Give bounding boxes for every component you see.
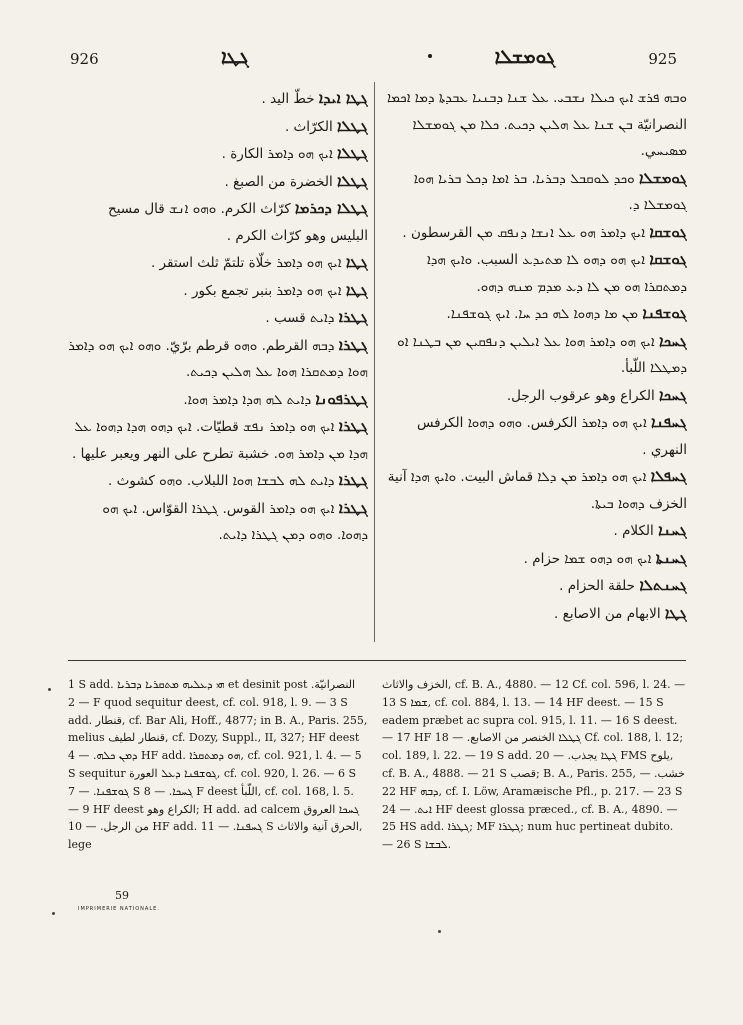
entry-gloss: ܕܐܝܬ قسب . [265,310,335,326]
entry-lemma: ܓܛܪܐ [338,471,368,489]
dictionary-entry [68,277,368,305]
dictionary-entry [382,165,687,219]
entry-gloss: الكرّاث . [284,118,333,135]
entry-gloss: ܐܝܟ ܗܘ ܕܐܡܪ ܡܢ ܕܠܐ قماش البيت. ܘܐܝܟ ܗܕܐ آنية الخزف ܕܗܘܐ ܒܝܬܐ. [387,469,687,512]
dictionary-entry [68,467,368,495]
entry-lemma: ܓܛܪܐ [338,335,368,354]
entry-gloss: ܐܝܟ ܗܘ ܕܐܡܪ خلّاة تلتمّ ثلث استقر . [150,255,342,271]
entry-gloss: ܐܝܟ ܗܘ ܕܐܡܪ الكارة . [221,146,333,162]
entry-gloss: ܐܝܟ ܗܘ ܕܗܘ ܠܐ ܡܬܝܕܥ السبب. ܘܐܝܟ ܗܕܐ ܕܡܬܩܪܐ ܗܘ ܡܢ ܠܐ ܕܥ ܡܕܡ ܡܢܗ ܕܗܘ. [426,252,687,295]
signature-mark: 59 [115,889,129,902]
footnotes-left [68,676,368,876]
entry-gloss: ܕܒܗ القرطم. ܘܗܘ قرطم برّيّ. ܘܗܘ ܐܝܟ ܗܘ ܕܐܡܪ ܗܘܐ ܕܡܬܩܪܐ ܗܘܐ ܥܠ ܗܠܝܢ ܕܟܝܬ. [68,337,368,380]
entry-lemma: ܓܛܪܐ [338,417,368,435]
right-running-head: ܓܘܡܫܠܐ [494,46,556,68]
entry-gloss: حلقة الحزام . [559,578,636,594]
margin-dot [52,912,55,915]
entry-gloss: ܡܢ ܡܐ ܕܗܘܐ ܠܗ ܟܕ ܚܐ. ܐܝܟ ܓܘܫܦܢܐ. [446,306,639,322]
entry-gloss: ܐܝܟ ܗܘ ܕܐܡܪ الكرفس. ܘܗܘ ܕܗܘܐ الكرفس النهري . [416,415,687,458]
dictionary-entry [68,140,368,168]
dictionary-entry [382,219,687,247]
column-rule [374,82,375,642]
footnote-block: 1 S add. ܗܝ ܕܥܠܝܗ ܡܬܩܪܝܐ ܕܒܪܝܐ et desinit post النصرانيّة. — 2 F quod sequitur deest, cf. col. 918, l. 9. — 3 S add. قنطار, cf. Bar Ali, Hoff., 4877; in B. A., Paris. 255, melius قنطار لطيف, cf. Dozy, Suppl., II, 327; HF deest ܕܡܢ ܟܠܗ. — 4 HF add. ܗܘ ܕܡܬܩܪܐ, cf. col. 921, l. 4. — 5 S sequitur ܓܘܫܦܢܐ ܕܥܠ العورة, cf. col. 920, l. 26. — 6 S ܓܘܫܦܢܐ. — 7 S ܓܚܟܐ. — 8 F deest اللّبأ, cf. col. 168, l. 5. — 9 HF deest الكراع وهو; H add. ad calcem ܓܚܟܐ العروق من الرجل. — 10 HF add. ܓܚܦܢܐ. — 11 S الحرق آنية والاثاث, lege [68,678,368,852]
entry-lemma: ܓܘܫܦܢܐ [642,304,687,322]
entry-gloss: ܘܟܕ ܠܘܩܒܠ ܕܒܪܝܐ. ܒܪ ܐܡܐ ܕܟܠ ܒܪܝܐ ܗܘܐ ܓܘܡܫܠܐ ܕ. [413,170,687,213]
entry-gloss: ܐܝܟ ܗܘ ܕܐܡܪ بنبر تجمع بكور . [183,282,342,299]
entry-gloss: ܘܒܗ ܦܪܫ ܐܝܟ ܟܝܠܐ ܢܫܒܝ. ܥܠ ܫܢܐ ܕܒܢܝܐ ܥܒܕܬܐ ܕܡܐ ܐܟܡܐ النصرانيّة ܒܢ ܫܢܐ ܥܠ ܗܠܝܢ ܕܟܝܬ. ܟܠܐ ܡܢ ܓܘܡܫܠܐ ܡܣܝܚي. [386,90,687,159]
dictionary-entry [382,328,687,382]
entry-lemma: ܓܚܢܐ [658,521,687,539]
entry-lemma: ܓܚܟܐ [659,385,687,404]
dictionary-entry [68,332,368,386]
margin-dot [438,930,441,933]
entry-lemma: ܓܛܠܐ [337,144,368,162]
entry-lemma: ܓܚܢܬܠܐ [639,576,687,594]
dictionary-entry [68,249,368,277]
left-column [68,85,368,645]
entry-gloss: ܕܐܝܬ ܠܗ ܗܕܐ ܕܐܡܪ ܗܘܐ. [183,391,312,408]
dictionary-entry [382,300,687,328]
dictionary-entry [382,246,687,300]
margin-dot [48,688,51,691]
entry-lemma: ܓܛܪܐ [338,308,368,326]
dictionary-entry [68,168,368,196]
left-page-number: 926 [70,50,99,68]
entry-gloss: ܐܝܟ ܗܘ ܕܐܡܪ ܢܦܫ قطيّات. ܐܝܟ ܕܗܘ ܗܕܐ ܕܗܘܐ ܥܠ ܗܕܐ ܡܢ ܕܐܡܪ ܗܘ. خشبة تطرح على النهر ويعبر عليها . [71,419,368,462]
dictionary-entry [68,85,368,113]
entry-lemma: ܓܛܪܦܘܢܐ [315,389,368,408]
dictionary-entry [382,382,687,410]
dictionary-entry [68,386,368,414]
dictionary-entry [382,572,687,600]
dictionary-entry [68,113,368,141]
footnotes-right [382,676,687,876]
entry-lemma: ܓܛܐ [345,280,368,299]
dictionary-entry [382,85,687,165]
imprint: IMPRIMERIE NATIONALE. [78,906,160,912]
footnote-rule [68,660,686,661]
entry-lemma: ܓܚܦܢܐ [651,413,687,431]
entry-lemma: ܓܛܐ [345,253,368,271]
dictionary-entry [382,409,687,463]
entry-gloss: ܐܝܟ ܗܘ ܕܐܡܪ القوس. ܓܛܪܐ القوّاس. ܐܝܟ ܗܘ ܕܗܘܐ. ܘܗܘ ܕܡܢ ܓܛܪܐ ܕܐܝܬ. [102,500,368,543]
left-running-head: ܓܛܐ [221,46,249,68]
dictionary-entry [382,463,687,517]
dictionary-entry [68,304,368,332]
footnote-block: الخزف والاثاث, cf. B. A., 4880. — 12 Cf. col. 596, l. 24. — 13 S ܫܡܐ, cf. col. 884, l. 13. — 14 HF deest. — 15 S eadem præbet ac supra col. 915, l. 11. — 16 S deest. — 17 HF ܓܛܠܐ الخنصر من الاصابع. — 18 Cf. col. 188, l. 12; col. 189, l. 22. — 19 S add. ܓܛܐ يجذب. — 20 FMS يلوح, cf. B. A., 4888. — 21 S قصب; B. A., Paris. 255, خشب. — 22 HF ܕܒܗ, cf. I. Löw, Aramæische Pfl., p. 217. — 23 S ܐܝܬ. — 24 HF deest glossa præced., cf. B. A., 4890. — 25 HS add. ܓܛܪܐ; MF ܓܛܪܐ; num huc pertineat dubito. — 26 S ܠܒܫܐ. [382,678,686,852]
entry-lemma: ܓܚܟܐ [659,331,687,350]
entry-lemma: ܓܚܦܠܐ [650,467,687,485]
entry-lemma: ܓܛܠܐ [337,171,368,190]
header-dot [428,54,432,58]
entry-gloss: ܐܝܟ ܗܘ ܕܗܘ ܫܡܐ حزام . [523,550,652,567]
right-column [382,85,687,645]
entry-lemma: ܓܚܢܬܐ [655,548,687,567]
entry-lemma: ܓܛܐ [664,603,687,622]
dictionary-entry [382,600,687,628]
entry-lemma: ܓܛܐ ܐܝܕܐ [318,89,368,107]
entry-lemma: ܓܘܫܩܐ [649,250,687,268]
dictionary-entry [68,495,368,549]
entry-gloss: خطّ اليد . [261,91,315,107]
entry-lemma: ܓܘܫܩܐ [649,222,687,241]
dictionary-entry [68,413,368,467]
entry-lemma: ܓܘܡܫܠܐ [639,168,687,187]
entry-gloss: ܕܐܝܬ ܠܗ ܠܒܫܐ ܗܘܐ اللبلاب. ܘܗܘ كشوث . [108,473,335,489]
entry-gloss: الكلام . [613,523,654,539]
entry-gloss: الابهام من الاصابع . [554,605,661,622]
entry-gloss: ܐܝܟ ܕܐܡܪ ܗܘ ܥܠ ܐܢܫܐ ܕܢܦܩ ܡܢ القرسطون . [402,224,646,241]
dictionary-entry [68,195,368,249]
dictionary-entry [382,517,687,545]
entry-lemma: ܓܛܪܐ [338,498,368,517]
dictionary-entry [382,545,687,573]
entry-lemma: ܓܛܠܐ [337,116,368,135]
entry-gloss: ܐܝܟ ܗܘ ܕܐܡܪ ܗܘܐ ܥܠ ܐܝܠܝܢ ܕܢܦܩܝܢ ܡܢ ܒܛܢܐ ܐܘ ܕܡܛܠܐ اللّبأ. [397,333,687,376]
right-page-number: 925 [648,50,677,68]
entry-gloss: الخضرة من الصبغ . [224,173,333,190]
entry-lemma: ܓܛܠܐ ܕܟܪܡܐ [294,199,368,217]
entry-gloss: كرّاث الكرم. ܘܗܘ ܐܢܫ قال مسيح البليس وهو كرّاث الكرم . [108,201,368,244]
entry-gloss: الكراع وهو عرقوب الرجل. [506,387,655,404]
